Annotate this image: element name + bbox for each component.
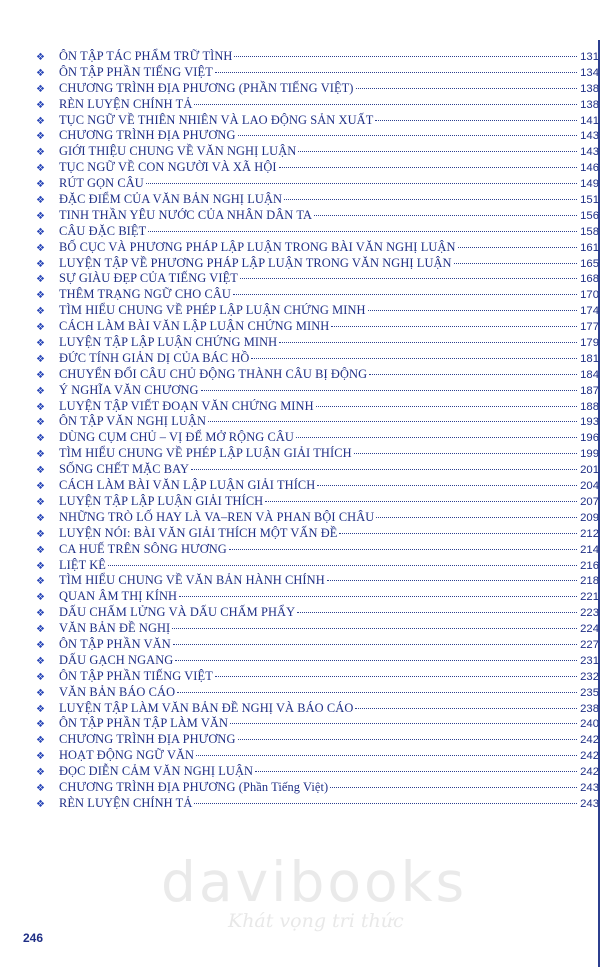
toc-entry-title: ĐỌC DIỄN CẢM VĂN NGHỊ LUẬN xyxy=(59,764,254,779)
toc-entry-page: 131 xyxy=(580,51,599,63)
toc-entry xyxy=(36,494,599,510)
page-number: 246 xyxy=(23,931,44,945)
toc-entry-title: BỐ CỤC VÀ PHƯƠNG PHÁP LẬP LUẬN TRONG BÀI VĂN NGHỊ LUẬN xyxy=(59,239,456,254)
toc-entry xyxy=(36,256,599,272)
dot-leader xyxy=(230,723,577,724)
toc-entry xyxy=(36,558,599,574)
toc-entry-page: 216 xyxy=(580,559,599,572)
dot-leader xyxy=(233,294,577,295)
toc-entry xyxy=(36,176,599,192)
toc-entry-title: TÌM HIỂU CHUNG VỀ PHÉP LẬP LUẬN CHỨNG MINH xyxy=(59,303,366,318)
toc-entry xyxy=(36,367,599,383)
toc-entry xyxy=(36,113,599,129)
dot-leader xyxy=(255,771,577,772)
dot-leader xyxy=(354,453,577,454)
toc-entry-page: 235 xyxy=(580,686,599,699)
toc-entry xyxy=(36,303,599,319)
dot-leader xyxy=(298,151,577,152)
diamond-bullet-icon: ❖ xyxy=(36,290,45,302)
dot-leader xyxy=(330,787,577,788)
dot-leader xyxy=(238,135,577,136)
toc-entry-page: 187 xyxy=(580,384,599,397)
diamond-bullet-icon: ❖ xyxy=(36,417,45,429)
toc-entry-page: 181 xyxy=(580,352,599,365)
diamond-bullet-icon: ❖ xyxy=(36,496,45,508)
diamond-bullet-icon: ❖ xyxy=(36,624,45,636)
toc-entry-title: CA HUẾ TRÊN SÔNG HƯƠNG xyxy=(59,541,227,556)
toc-entry xyxy=(36,446,599,462)
diamond-bullet-icon: ❖ xyxy=(36,210,45,222)
diamond-bullet-icon: ❖ xyxy=(36,242,45,254)
toc-entry-title: RÈN LUYỆN CHÍNH TẢ xyxy=(59,96,193,111)
toc-entry xyxy=(36,510,599,526)
toc-entry xyxy=(36,573,599,589)
dot-leader xyxy=(175,660,577,661)
toc-entry xyxy=(36,701,599,717)
toc-entry xyxy=(36,764,599,780)
toc-entry-title: CHƯƠNG TRÌNH ĐỊA PHƯƠNG xyxy=(59,732,236,747)
dot-leader xyxy=(108,565,577,566)
dot-leader xyxy=(146,183,577,184)
toc-entry-title: TỤC NGỮ VỀ CON NGƯỜI VÀ XÃ HỘI xyxy=(59,160,277,175)
toc-entry-page: 242 xyxy=(580,750,599,763)
toc-entry-page: 193 xyxy=(580,416,599,429)
toc-entry-page: 218 xyxy=(580,575,599,588)
toc-entry-title: THÊM TRẠNG NGỮ CHO CÂU xyxy=(59,287,231,302)
diamond-bullet-icon: ❖ xyxy=(36,544,45,556)
toc-entry-page: 158 xyxy=(580,225,599,238)
toc-entry xyxy=(36,319,599,335)
toc-entry-page: 209 xyxy=(580,511,599,524)
diamond-bullet-icon: ❖ xyxy=(36,52,45,63)
toc-entry-title: ÔN TẬP TÁC PHẨM TRỮ TÌNH xyxy=(59,49,233,63)
toc-entry xyxy=(36,160,599,176)
diamond-bullet-icon: ❖ xyxy=(36,751,45,763)
diamond-bullet-icon: ❖ xyxy=(36,449,45,461)
diamond-bullet-icon: ❖ xyxy=(36,560,45,572)
dot-leader xyxy=(173,644,577,645)
diamond-bullet-icon: ❖ xyxy=(36,67,45,79)
toc-entry xyxy=(36,526,599,542)
toc-entry-title: ÔN TẬP PHẦN TIẾNG VIỆT xyxy=(59,64,213,79)
toc-entry xyxy=(36,240,599,256)
diamond-bullet-icon: ❖ xyxy=(36,528,45,540)
toc-entry-page: 207 xyxy=(580,495,599,508)
toc-entry-page: 138 xyxy=(580,82,599,95)
diamond-bullet-icon: ❖ xyxy=(36,322,45,334)
diamond-bullet-icon: ❖ xyxy=(36,131,45,143)
dot-leader xyxy=(179,596,577,597)
table-of-contents xyxy=(36,49,599,812)
diamond-bullet-icon: ❖ xyxy=(36,179,45,191)
toc-entry-title: ÔN TẬP VĂN NGHỊ LUẬN xyxy=(59,414,207,429)
dot-leader xyxy=(196,755,577,756)
toc-entry-title: SỰ GIÀU ĐẸP CỦA TIẾNG VIỆT xyxy=(59,271,238,286)
dot-leader xyxy=(284,199,577,200)
toc-entry-page: 149 xyxy=(580,178,599,191)
toc-entry xyxy=(36,271,599,287)
toc-entry-title: HOẠT ĐỘNG NGỮ VĂN xyxy=(59,748,195,763)
diamond-bullet-icon: ❖ xyxy=(36,258,45,270)
toc-entry-page: 201 xyxy=(580,464,599,477)
diamond-bullet-icon: ❖ xyxy=(36,226,45,238)
dot-leader xyxy=(356,88,577,89)
dot-leader xyxy=(234,56,577,57)
toc-entry-page: 232 xyxy=(580,670,599,683)
toc-entry xyxy=(36,208,599,224)
toc-entry-title: SỐNG CHẾT MẶC BAY xyxy=(59,462,190,477)
dot-leader xyxy=(355,708,577,709)
dot-leader xyxy=(208,421,577,422)
toc-entry xyxy=(36,589,599,605)
diamond-bullet-icon: ❖ xyxy=(36,433,45,445)
dot-leader xyxy=(368,310,577,311)
toc-entry xyxy=(36,224,599,240)
dot-leader xyxy=(238,739,577,740)
diamond-bullet-icon: ❖ xyxy=(36,576,45,588)
toc-entry-title: QUAN ÂM THỊ KÍNH xyxy=(59,589,178,604)
toc-entry-page: 221 xyxy=(580,591,599,604)
diamond-bullet-icon: ❖ xyxy=(36,782,45,794)
diamond-bullet-icon: ❖ xyxy=(36,703,45,715)
diamond-bullet-icon: ❖ xyxy=(36,369,45,381)
toc-entry xyxy=(36,430,599,446)
toc-entry xyxy=(36,780,599,796)
diamond-bullet-icon: ❖ xyxy=(36,83,45,95)
toc-entry-title: NHỮNG TRÒ LỐ HAY LÀ VA–REN VÀ PHAN BỘI CHÂU xyxy=(59,509,375,524)
toc-entry-page: 184 xyxy=(580,368,599,381)
toc-entry-page: 240 xyxy=(580,718,599,731)
toc-entry-title: LUYỆN TẬP LẬP LUẬN GIẢI THÍCH xyxy=(59,493,264,508)
toc-entry-title: LUYỆN TẬP VỀ PHƯƠNG PHÁP LẬP LUẬN TRONG VĂN NGHỊ LUẬN xyxy=(59,255,452,270)
diamond-bullet-icon: ❖ xyxy=(36,608,45,620)
toc-entry xyxy=(36,335,599,351)
toc-entry-page: 224 xyxy=(580,623,599,636)
toc-entry-title: ÔN TẬP PHẦN TẬP LÀM VĂN xyxy=(59,716,229,731)
toc-entry-title: LUYỆN NÓI: BÀI VĂN GIẢI THÍCH MỘT VẤN ĐỀ xyxy=(59,525,338,540)
diamond-bullet-icon: ❖ xyxy=(36,639,45,651)
diamond-bullet-icon: ❖ xyxy=(36,147,45,159)
toc-entry-title: LUYỆN TẬP VIẾT ĐOẠN VĂN CHỨNG MINH xyxy=(59,398,314,413)
diamond-bullet-icon: ❖ xyxy=(36,687,45,699)
toc-entry xyxy=(36,748,599,764)
diamond-bullet-icon: ❖ xyxy=(36,719,45,731)
toc-entry-title: LIỆT KÊ xyxy=(59,557,106,572)
toc-entry-page: 199 xyxy=(580,448,599,461)
toc-entry xyxy=(36,49,599,65)
toc-entry-title: TINH THẦN YÊU NƯỚC CỦA NHÂN DÂN TA xyxy=(59,207,313,222)
dot-leader xyxy=(148,231,577,232)
toc-entry-page: 238 xyxy=(580,702,599,715)
diamond-bullet-icon: ❖ xyxy=(36,306,45,318)
toc-entry xyxy=(36,542,599,558)
toc-entry xyxy=(36,81,599,97)
toc-entry-title: ÔN TẬP PHẦN VĂN xyxy=(59,636,171,651)
diamond-bullet-icon: ❖ xyxy=(36,401,45,413)
diamond-bullet-icon: ❖ xyxy=(36,767,45,779)
toc-entry-title: RÚT GỌN CÂU xyxy=(59,176,144,191)
diamond-bullet-icon: ❖ xyxy=(36,115,45,127)
toc-entry-page: 204 xyxy=(580,480,599,493)
toc-entry xyxy=(36,414,599,430)
toc-entry-title: DÙNG CỤM CHỦ – VỊ ĐỂ MỞ RỘNG CÂU xyxy=(59,430,294,445)
toc-entry-page: 146 xyxy=(580,162,599,175)
diamond-bullet-icon: ❖ xyxy=(36,338,45,350)
dot-leader xyxy=(369,374,577,375)
toc-entry-title: CHƯƠNG TRÌNH ĐỊA PHƯƠNG (PHẦN TIẾNG VIỆT) xyxy=(59,80,354,95)
toc-entry-page: 231 xyxy=(580,654,599,667)
toc-entry xyxy=(36,796,599,812)
toc-entry-title: LUYỆN TẬP LẬP LUẬN CHỨNG MINH xyxy=(59,335,278,350)
toc-entry-page: 170 xyxy=(580,289,599,302)
dot-leader xyxy=(265,501,577,502)
toc-entry-title: TÌM HIỂU CHUNG VỀ PHÉP LẬP LUẬN GIẢI THÍCH xyxy=(59,446,352,461)
diamond-bullet-icon: ❖ xyxy=(36,465,45,477)
toc-entry-title: DẤU CHẤM LỬNG VÀ DẤU CHẤM PHẨY xyxy=(59,605,296,620)
toc-entry xyxy=(36,399,599,415)
dot-leader xyxy=(194,803,577,804)
diamond-bullet-icon: ❖ xyxy=(36,353,45,365)
toc-entry-title: CÁCH LÀM BÀI VĂN LẬP LUẬN CHỨNG MINH xyxy=(59,319,330,334)
toc-entry xyxy=(36,621,599,637)
dot-leader xyxy=(454,263,577,264)
toc-entry-page: 165 xyxy=(580,257,599,270)
diamond-bullet-icon: ❖ xyxy=(36,655,45,667)
dot-leader xyxy=(172,628,577,629)
toc-entry xyxy=(36,287,599,303)
toc-entry-title: VĂN BẢN BÁO CÁO xyxy=(59,684,176,699)
dot-leader xyxy=(201,390,577,391)
toc-entry xyxy=(36,383,599,399)
dot-leader xyxy=(191,469,577,470)
toc-entry-title: CHUYỂN ĐỔI CÂU CHỦ ĐỘNG THÀNH CÂU BỊ ĐỘNG xyxy=(59,366,368,381)
toc-entry-title: CÁCH LÀM BÀI VĂN LẬP LUẬN GIẢI THÍCH xyxy=(59,478,316,493)
dot-leader xyxy=(177,692,577,693)
dot-leader xyxy=(215,72,577,73)
dot-leader xyxy=(279,342,577,343)
dot-leader xyxy=(317,485,577,486)
toc-entry-page: 242 xyxy=(580,734,599,747)
toc-entry-page: 161 xyxy=(580,241,599,254)
toc-entry-page: 243 xyxy=(580,781,599,794)
toc-entry-page: 243 xyxy=(580,797,599,810)
toc-entry-page: 151 xyxy=(580,194,599,207)
toc-entry-title: ĐẶC ĐIỂM CỦA VĂN BẢN NGHỊ LUẬN xyxy=(59,192,283,207)
toc-entry-page: 143 xyxy=(580,130,599,143)
toc-entry-page: 188 xyxy=(580,400,599,413)
diamond-bullet-icon: ❖ xyxy=(36,481,45,493)
diamond-bullet-icon: ❖ xyxy=(36,385,45,397)
dot-leader xyxy=(297,612,577,613)
watermark-logo: davibooks xyxy=(161,850,468,914)
toc-entry-page: 138 xyxy=(580,98,599,111)
toc-entry xyxy=(36,732,599,748)
diamond-bullet-icon: ❖ xyxy=(36,195,45,207)
dot-leader xyxy=(240,278,577,279)
dot-leader xyxy=(215,676,577,677)
toc-entry-title: CHƯƠNG TRÌNH ĐỊA PHƯƠNG xyxy=(59,128,236,143)
toc-entry xyxy=(36,192,599,208)
toc-entry xyxy=(36,351,599,367)
diamond-bullet-icon: ❖ xyxy=(36,735,45,747)
toc-entry-page: 196 xyxy=(580,432,599,445)
diamond-bullet-icon: ❖ xyxy=(36,798,45,810)
toc-entry xyxy=(36,653,599,669)
toc-entry xyxy=(36,97,599,113)
diamond-bullet-icon: ❖ xyxy=(36,592,45,604)
toc-entry-page: 143 xyxy=(580,146,599,159)
toc-entry xyxy=(36,144,599,160)
dot-leader xyxy=(339,533,577,534)
toc-entry-title: TỤC NGỮ VỀ THIÊN NHIÊN VÀ LAO ĐỘNG SẢN XUẤT xyxy=(59,112,374,127)
watermark-tagline: Khát vọng tri thức xyxy=(228,910,404,932)
dot-leader xyxy=(229,549,577,550)
toc-entry xyxy=(36,669,599,685)
toc-entry-title: ÔN TẬP PHẦN TIẾNG VIỆT xyxy=(59,668,213,683)
diamond-bullet-icon: ❖ xyxy=(36,274,45,286)
toc-entry-page: 177 xyxy=(580,321,599,334)
toc-entry xyxy=(36,478,599,494)
dot-leader xyxy=(458,247,577,248)
dot-leader xyxy=(251,358,577,359)
toc-entry xyxy=(36,637,599,653)
toc-entry-page: 227 xyxy=(580,638,599,651)
dot-leader xyxy=(375,120,577,121)
dot-leader xyxy=(327,580,577,581)
toc-entry-page: 223 xyxy=(580,607,599,620)
diamond-bullet-icon: ❖ xyxy=(36,99,45,111)
dot-leader xyxy=(376,517,577,518)
toc-entry-page: 168 xyxy=(580,273,599,286)
toc-entry xyxy=(36,128,599,144)
toc-entry-page: 134 xyxy=(580,66,599,79)
toc-entry xyxy=(36,716,599,732)
toc-entry xyxy=(36,685,599,701)
toc-entry-title: CHƯƠNG TRÌNH ĐỊA PHƯƠNG (Phần Tiếng Việt) xyxy=(59,779,329,794)
toc-entry-page: 212 xyxy=(580,527,599,540)
toc-entry-page: 179 xyxy=(580,337,599,350)
toc-entry-page: 242 xyxy=(580,766,599,779)
diamond-bullet-icon: ❖ xyxy=(36,512,45,524)
dot-leader xyxy=(194,104,577,105)
dot-leader xyxy=(296,437,577,438)
toc-entry-title: GIỚI THIỆU CHUNG VỀ VĂN NGHỊ LUẬN xyxy=(59,144,297,159)
toc-entry-title: CÂU ĐẶC BIỆT xyxy=(59,223,147,238)
toc-entry-page: 214 xyxy=(580,543,599,556)
toc-entry xyxy=(36,605,599,621)
toc-entry-title: TÌM HIỂU CHUNG VỀ VĂN BẢN HÀNH CHÍNH xyxy=(59,573,325,588)
dot-leader xyxy=(316,406,577,407)
toc-entry xyxy=(36,65,599,81)
toc-entry-title: Ý NGHĨA VĂN CHƯƠNG xyxy=(59,382,199,397)
toc-entry-title: LUYỆN TẬP LÀM VĂN BẢN ĐỀ NGHỊ VÀ BÁO CÁO xyxy=(59,700,354,715)
toc-entry-page: 141 xyxy=(580,114,599,127)
toc-entry-page: 174 xyxy=(580,305,599,318)
toc-entry-title: ĐỨC TÍNH GIẢN DỊ CỦA BÁC HỒ xyxy=(59,350,250,365)
toc-entry xyxy=(36,462,599,478)
dot-leader xyxy=(314,215,577,216)
diamond-bullet-icon: ❖ xyxy=(36,163,45,175)
toc-entry-title: RÈN LUYỆN CHÍNH TẢ xyxy=(59,795,193,810)
dot-leader xyxy=(331,326,577,327)
toc-entry-page: 156 xyxy=(580,209,599,222)
dot-leader xyxy=(279,167,577,168)
diamond-bullet-icon: ❖ xyxy=(36,671,45,683)
toc-entry-title: DẤU GẠCH NGANG xyxy=(59,652,174,667)
toc-entry-title: VĂN BẢN ĐỀ NGHỊ xyxy=(59,621,171,636)
